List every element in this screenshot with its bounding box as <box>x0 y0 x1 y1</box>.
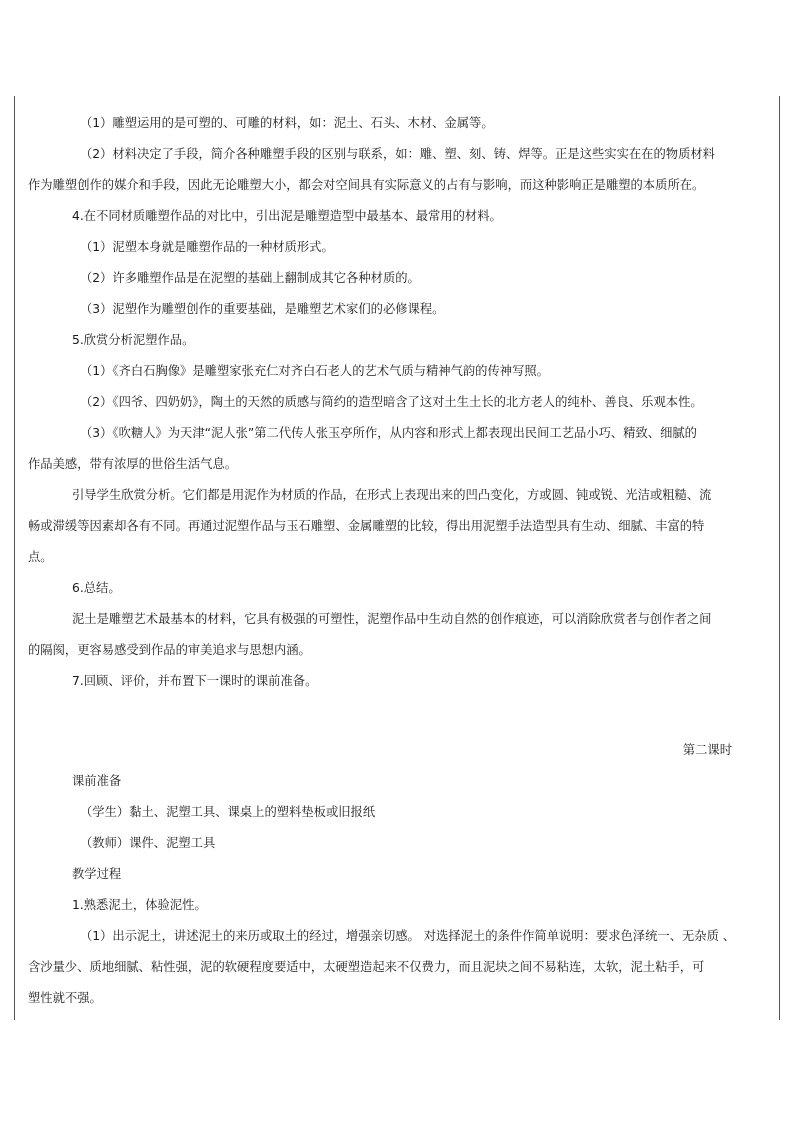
paragraph-line: 含沙量少、质地细腻、粘性强，泥的软硬程度要适中，太硬塑造起来不仅费力，而且泥块之间不易粘连，太软，泥土粘手，可 <box>28 960 705 974</box>
paragraph-line: （2）《四爷、四奶奶》，陶土的天然的质感与简约的造型暗含了这对土生土长的北方老人的纯朴、善良、乐观本性。 <box>80 395 703 409</box>
paragraph-line: （1）《齐白石胸像》是雕塑家张充仁对齐白石老人的艺术气质与精神气韵的传神写照。 <box>80 364 549 378</box>
paragraph-line: 引导学生欣赏分析。它们都是用泥作为材质的作品，在形式上表现出来的凹凸变化，方或圆、钝或锐、光洁或粗糙、流 <box>72 488 712 502</box>
paragraph-line: （2）许多雕塑作品是在泥塑的基础上翻制成其它各种材质的。 <box>80 271 420 285</box>
lesson-two-section <box>28 766 768 1014</box>
document-body <box>28 108 768 1014</box>
paragraph-line: 畅或滞缓等因素却各有不同。再通过泥塑作品与玉石雕塑、金属雕塑的比较，得出用泥塑手法造型具有生动、细腻、丰富的特 <box>28 519 705 533</box>
paragraph-line: 课前准备 <box>72 774 122 788</box>
left-border <box>14 96 15 1020</box>
paragraph-line: 1.熟悉泥土，体验泥性。 <box>72 898 207 912</box>
paragraph-line: 作品美感，带有浓厚的世俗生活气息。 <box>28 457 238 471</box>
paragraph-line: 5.欣赏分析泥塑作品。 <box>72 333 195 347</box>
paragraph-line: 塑性就不强。 <box>28 991 102 1005</box>
paragraph-line: （1）泥塑本身就是雕塑作品的一种材质形式。 <box>80 240 334 254</box>
paragraph-line: （教师）课件、泥塑工具 <box>80 836 216 850</box>
section-title: 第二课时 <box>682 743 732 757</box>
paragraph-line: 点。 <box>28 550 53 564</box>
paragraph-line: （1）出示泥土，讲述泥土的来历或取土的经过，增强亲切感。 对选择泥土的条件作简单说明：要求色泽统一、无杂质 、 <box>80 929 736 943</box>
paragraph-line: （学生）黏土、泥塑工具、课桌上的塑料垫板或旧报纸 <box>80 805 376 819</box>
lesson-one-section <box>28 108 768 697</box>
paragraph-line: （2）材料决定了手段，简介各种雕塑手段的区别与联系，如：雕、塑、刻、铸、焊等。正是这些实实在在的物质材料 <box>80 147 715 161</box>
paragraph-line: （1）雕塑运用的是可塑的、可雕的材料，如：泥土、石头、木材、金属等。 <box>80 116 494 130</box>
paragraph-line: 7.回顾、评价，并布置下一课时的课前准备。 <box>72 674 318 688</box>
paragraph-line: 6.总结。 <box>72 581 121 595</box>
right-border <box>779 96 780 1020</box>
paragraph-line: 的隔阂，更容易感受到作品的审美追求与思想内涵。 <box>28 643 311 657</box>
paragraph-line: （3）泥塑作为雕塑创作的重要基础，是雕塑艺术家们的必修课程。 <box>80 302 445 316</box>
paragraph-line: 4.在不同材质雕塑作品的对比中，引出泥是雕塑造型中最基本、最常用的材料。 <box>72 209 502 223</box>
paragraph-line: （3）《吹糖人》为天津“泥人张”第二代传人张玉亭所作，从内容和形式上都表现出民间工艺品小巧、精致、细腻的 <box>80 426 697 440</box>
paragraph-line: 作为雕塑创作的媒介和手段，因此无论雕塑大小，都会对空间具有实际意义的占有与影响，而这种影响正是雕塑的本质所在。 <box>28 178 705 192</box>
paragraph-line: 泥土是雕塑艺术最基本的材料，它具有极强的可塑性，泥塑作品中生动自然的创作痕迹，可以消除欣赏者与创作者之间 <box>72 612 712 626</box>
paragraph-line: 教学过程 <box>72 867 122 881</box>
